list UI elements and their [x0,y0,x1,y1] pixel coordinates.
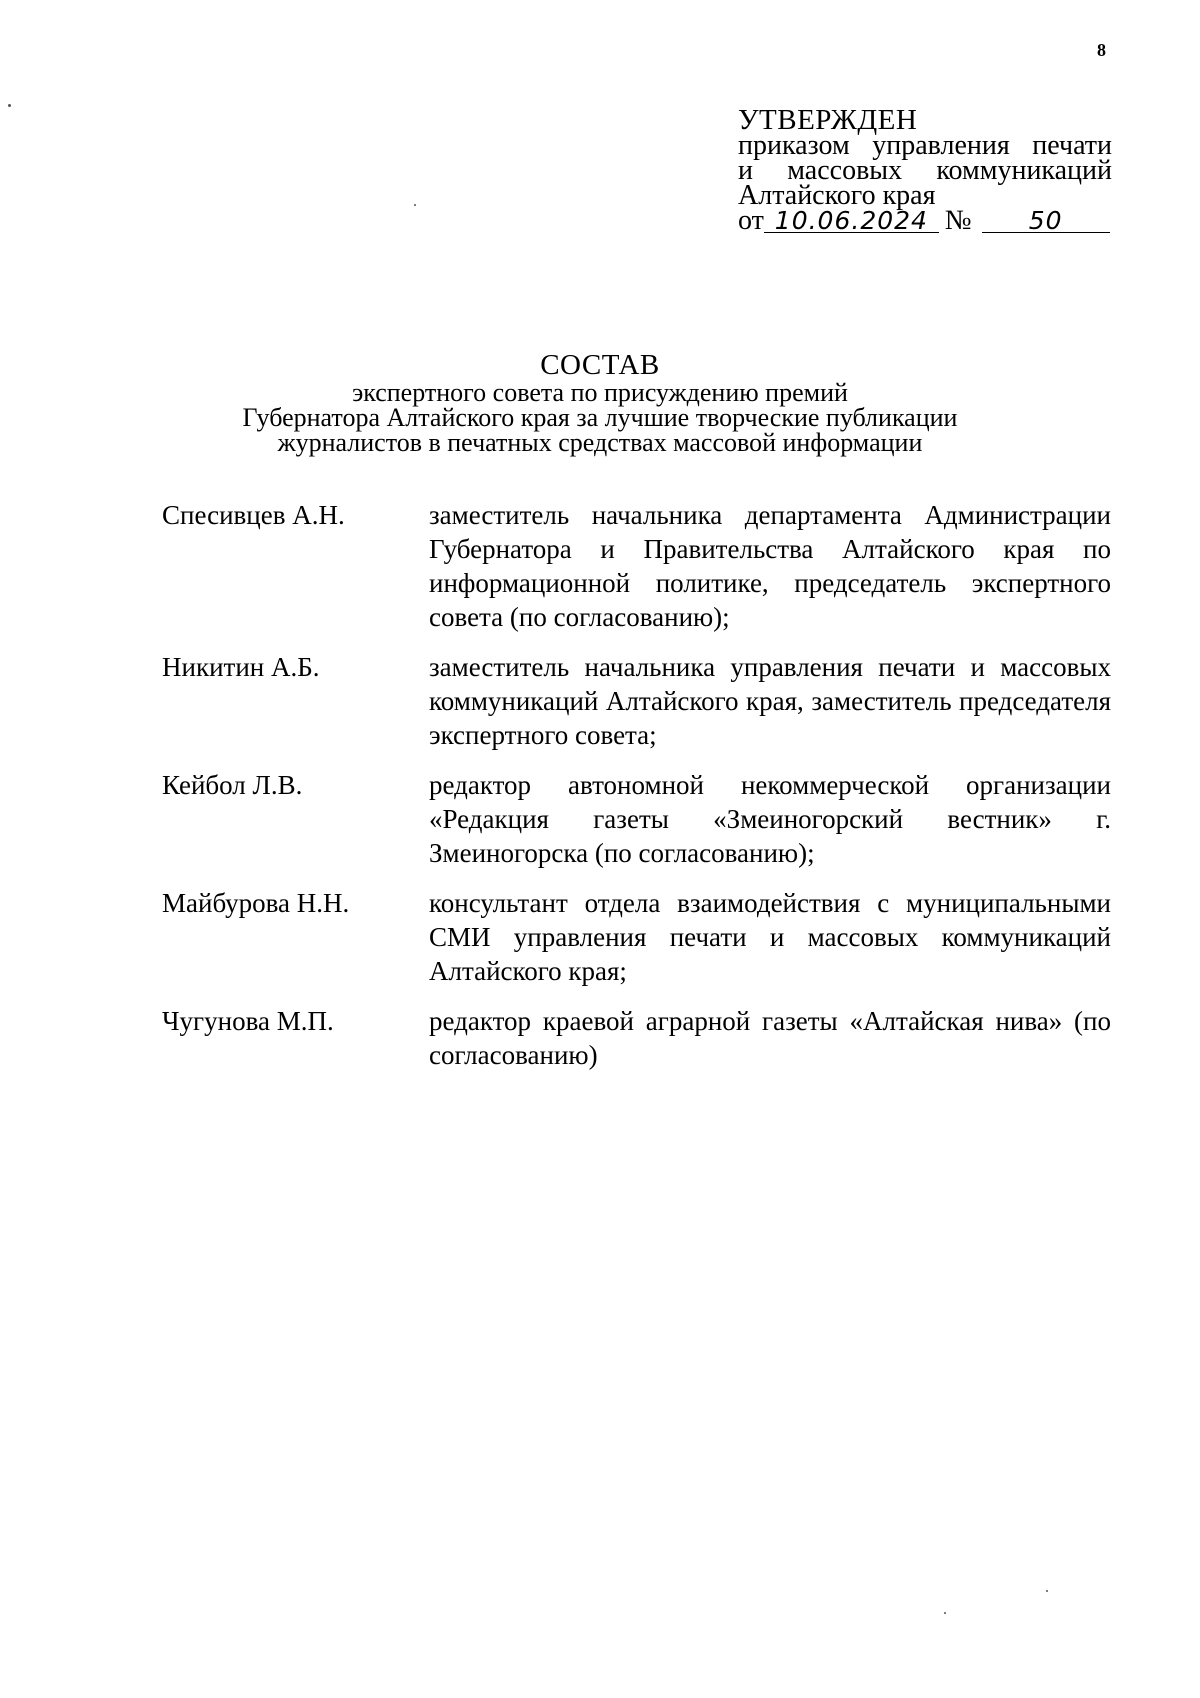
scan-speck [1046,1590,1048,1592]
member-name: Кейбол Л.В. [162,770,303,800]
member-name: Чугунова М.П. [162,1006,334,1036]
member-name: Никитин А.Б. [162,652,320,682]
approval-stamp [738,104,1112,236]
member-role: заместитель начальника департамента Администрации Губернатора и Правительства Алтайского края по информационной политике, председатель экспертного совета (по согласованию); [429,500,1111,632]
heading-line-1: экспертного совета по присуждению премий [352,378,848,407]
order-date-number-line [738,205,1112,236]
approval-line-1: приказом управления печати [738,130,1112,161]
scan-speck [8,104,11,107]
document-heading [0,350,1200,455]
member-role: редактор автономной некоммерческой организации «Редакция газеты «Змеиногорский вестник» г. Змеиногорска (по согласованию); [429,770,1111,868]
number-sign: № [944,205,972,236]
member-name: Спесивцев А.Н. [162,500,345,530]
member-role: редактор краевой аграрной газеты «Алтайская нива» (по согласованию) [429,1006,1111,1070]
scan-speck [414,204,416,206]
member-role: консультант отдела взаимодействия с муниципальными СМИ управления печати и массовых коммуникаций Алтайского края; [429,888,1111,986]
heading-title: СОСТАВ [540,349,660,381]
approval-title: УТВЕРЖДЕН [738,104,918,136]
order-number-field: 50 [982,210,1110,233]
member-name: Майбурова Н.Н. [162,888,350,918]
page-number: 8 [1097,40,1106,60]
heading-line-2: Губернатора Алтайского края за лучшие творческие публикации [242,403,958,432]
member-role: заместитель начальника управления печати и массовых коммуникаций Алтайского края, заместитель председателя экспертного совета; [429,652,1111,750]
approval-line-3: Алтайского края [738,180,936,211]
date-prefix: от [738,205,764,236]
approval-line-2: и массовых коммуникаций [738,155,1112,186]
scan-speck [944,1612,946,1614]
order-date-field: 10.06.2024 [764,210,939,233]
heading-line-3: журналистов в печатных средствах массовой информации [277,428,923,457]
